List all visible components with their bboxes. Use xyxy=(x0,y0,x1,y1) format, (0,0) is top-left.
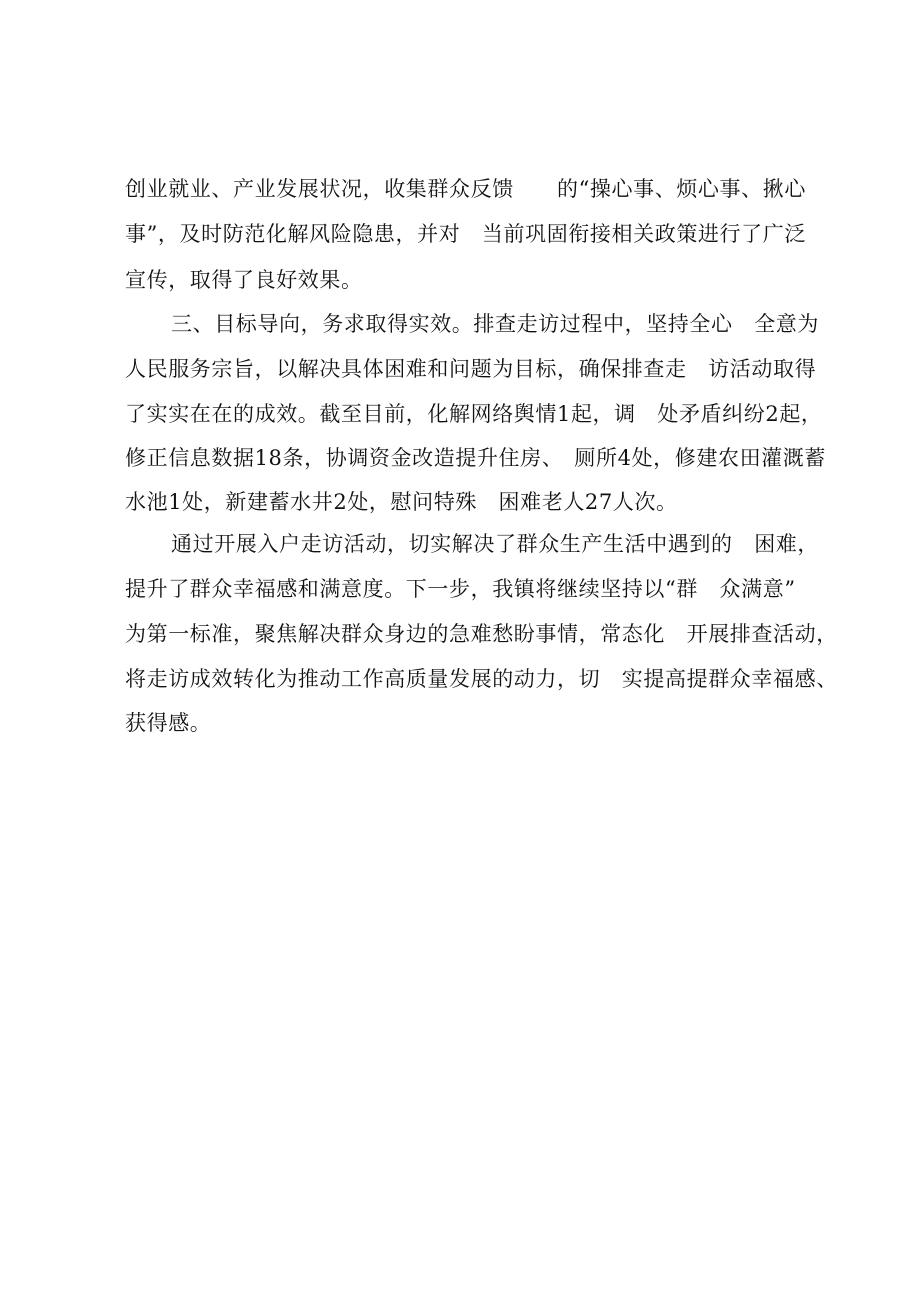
paragraph-2-line-3: 了实实在在的成效。截至目前，化解网络舆情1起，调 处矛盾纠纷2起， xyxy=(125,402,823,426)
paragraph-3-line-1: 通过开展入户走访活动，切实解决了群众生产生活中遇到的 困难， xyxy=(171,532,819,556)
paragraph-3-line-5: 获得感。 xyxy=(125,711,212,735)
paragraph-2-line-2: 人民服务宗旨，以解决具体困难和问题为目标，确保排查走 访活动取得 xyxy=(125,357,817,381)
paragraph-3-line-3: 为第一标准，聚焦解决群众身边的急难愁盼事情，常态化 开展排查活动， xyxy=(125,622,838,646)
paragraph-2-line-1: 三、目标导向，务求取得实效。排查走访过程中，坚持全心 全意为 xyxy=(171,312,819,336)
paragraph-1-line-2: 事”，及时防范化解风险隐患，并对 当前巩固衔接相关政策进行了广泛 xyxy=(125,222,806,246)
paragraph-3-line-2: 提升了群众幸福感和满意度。下一步，我镇将继续坚持以“群 众满意” xyxy=(125,577,796,601)
paragraph-1-line-1: 创业就业、产业发展状况，收集群众反馈 的“操心事、烦心事、揪心 xyxy=(125,177,806,201)
paragraph-1-line-3: 宣传，取得了良好效果。 xyxy=(125,268,363,292)
paragraph-2-line-4: 修正信息数据18条，协调资金改造提升住房、 厕所4处，修建农田灌溉蓄 xyxy=(125,446,826,470)
paragraph-3-line-4: 将走访成效转化为推动工作高质量发展的动力，切 实提高提群众幸福感、 xyxy=(125,667,838,691)
paragraph-2-line-5: 水池1处，新建蓄水井2处，慰问特殊 困难老人27人次。 xyxy=(125,490,678,514)
